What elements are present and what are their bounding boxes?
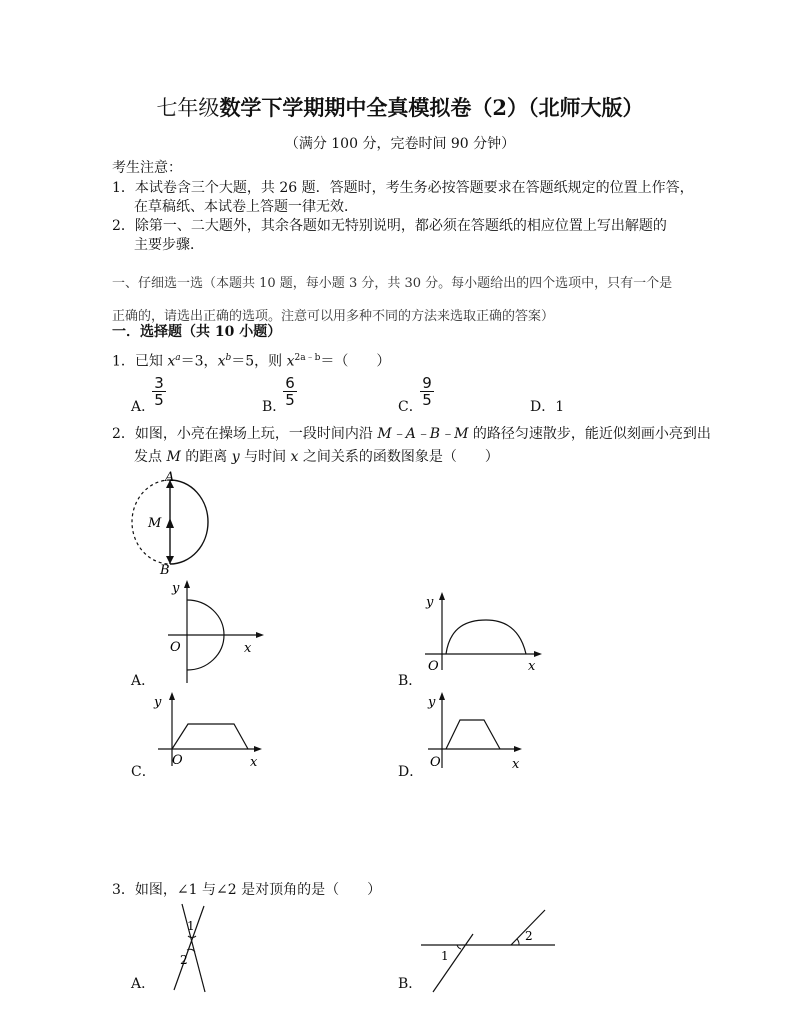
q2a-x-arrow: [256, 632, 264, 638]
q1-exp-a: a: [175, 353, 181, 363]
q1-var-x3: x: [286, 353, 295, 370]
q2c-y-arrow: [169, 692, 175, 700]
q2d-curve: [446, 720, 500, 749]
q1-tail: ＝（ ）: [320, 353, 391, 370]
q1-eq1: ＝3，: [180, 353, 218, 370]
notice-heading: 考生注意：: [112, 160, 182, 176]
q2c-curve: [172, 724, 248, 749]
q3b-transversal-left: [433, 934, 473, 992]
q3-stem: 3．如图，∠1 与∠2 是对顶角的是（ ）: [112, 882, 382, 898]
q1-option-c-fraction: [420, 376, 434, 407]
q1-stem: [112, 348, 390, 372]
q3b-label-2: 2: [525, 929, 533, 943]
q1-option-a-fraction: [152, 376, 166, 407]
q1-var-x1: x: [167, 353, 176, 370]
q1-option-c-label: C．: [398, 399, 423, 415]
q3b-angle2-arc: [517, 939, 519, 945]
q1-option-a-num: 3: [154, 374, 164, 392]
q1-option-a-den: 5: [154, 391, 164, 409]
q2b-y-label: y: [426, 595, 434, 610]
q3a-label-2: 2: [180, 953, 188, 967]
q2-line1-b: 的路径匀速散步，能近似刻画小亮到出: [468, 426, 711, 442]
page-subtitle: （满分 100 分，完卷时间 90 分钟）: [284, 136, 516, 152]
q2c-x-arrow: [254, 746, 262, 752]
q2a-origin-label: O: [170, 640, 181, 655]
q2d-x-label: x: [512, 757, 520, 772]
notice-item2-line1: 2．除第一、二大题外，其余各题如无特别说明，都必须在答题纸的相应位置上写出解题的: [112, 218, 667, 234]
title-bold: 数学下学期期中全真模拟卷（2）（北师大版）: [219, 95, 644, 120]
q1-option-d: [530, 396, 564, 416]
q2b-x-arrow: [534, 651, 542, 657]
q2-var-m: M: [166, 449, 181, 465]
q1-option-c-num: 9: [422, 374, 432, 392]
q1-exp-b: b: [225, 353, 232, 363]
q2-solid-arc: [170, 480, 208, 564]
q2-line2-b: 的距离: [180, 449, 232, 465]
page-title: [0, 92, 800, 122]
q2-label-b: B: [160, 563, 170, 575]
q2-graph-a: [160, 578, 270, 688]
notice-item1-line1: 1．本试卷含三个大题，共 26 题．答题时，考生务必按答题要求在答题纸规定的位置上作答，: [112, 180, 694, 196]
q2-line2-d: 之间关系的函数图象是（ ）: [298, 449, 499, 465]
q3a-line1: [182, 904, 205, 992]
q2d-y-label: y: [428, 695, 436, 710]
q2-var-x: x: [290, 449, 299, 465]
q2d-origin-label: O: [430, 755, 441, 770]
q2c-x-label: x: [250, 755, 258, 770]
q2b-curve: [446, 620, 526, 654]
q1-exp-2a-b: 2a﹣b: [294, 353, 321, 363]
q1-option-b-den: 5: [285, 391, 295, 409]
q1-option-d-label: D．: [530, 399, 556, 415]
q2a-y-label: y: [172, 581, 180, 596]
q2-graph-b: [420, 590, 550, 675]
q2-var-y: y: [231, 449, 240, 465]
section1-intro-line2: 正确的，请选出正确的选项。注意可以用多种不同的方法来选取正确的答案）: [112, 309, 555, 324]
section1-intro-line1: 一、仔细选一选（本题共 10 题，每小题 3 分，共 30 分。每小题给出的四个选项中，只有一个是: [112, 276, 673, 291]
q2-line2-c: 与时间: [239, 449, 291, 465]
q2c-origin-label: O: [172, 753, 183, 768]
q2d-x-arrow: [514, 746, 522, 752]
q2-option-c: C．: [131, 764, 156, 780]
q3a-label-1: 1: [187, 919, 195, 933]
q2-label-a: A: [165, 470, 175, 485]
title-prefix: 七年级: [156, 96, 220, 120]
q2-path-figure: [120, 470, 220, 575]
q3-option-b: B．: [398, 976, 423, 992]
q2-stem-line1: [112, 424, 711, 444]
q1-option-b-num: 6: [285, 374, 295, 392]
q2-option-b: B．: [398, 673, 423, 689]
section1-heading: 一．选择题（共 10 小题）: [112, 324, 282, 340]
notice-item1-line2: 在草稿纸、本试卷上答题一律无效．: [134, 199, 358, 215]
q2c-y-label: y: [154, 695, 162, 710]
q3b-label-1: 1: [441, 949, 449, 963]
q2-graph-c: [150, 690, 270, 770]
q2a-y-arrow: [184, 580, 190, 588]
q1-option-a-label: A．: [131, 399, 156, 415]
q3a-angle1-arc: [188, 936, 196, 938]
q1-option-b-fraction: [283, 376, 297, 407]
q2-line2-a: 发点: [134, 449, 167, 465]
notice-item2-line2: 主要步骤．: [134, 237, 204, 253]
q2a-x-label: x: [244, 641, 252, 656]
q2-option-d: D．: [398, 764, 424, 780]
q2b-origin-label: O: [428, 659, 439, 674]
q1-var-x2: x: [217, 353, 226, 370]
q1-option-b-label: B．: [262, 399, 287, 415]
q2d-y-arrow: [439, 692, 445, 700]
q2-path: M﹣A﹣B﹣M: [377, 426, 469, 442]
q1-option-d-value: 1: [555, 399, 565, 415]
q2-label-m: M: [148, 516, 162, 531]
q2-line1-a: 2．如图，小亮在操场上玩，一段时间内沿: [112, 426, 378, 442]
q1-option-c-den: 5: [422, 391, 432, 409]
q2-option-a: A．: [131, 673, 156, 689]
q2b-y-arrow: [439, 592, 445, 600]
q2-stem-line2: [134, 447, 499, 467]
q3-figure-a: [160, 898, 230, 998]
q2-graph-d: [420, 690, 530, 772]
q3-option-a: A．: [131, 976, 156, 992]
q2b-x-label: x: [528, 659, 536, 674]
q2-arrow-up: [166, 518, 174, 528]
q3-figure-b: [415, 902, 560, 997]
q1-eq2: ＝5，则: [231, 353, 287, 370]
q1-prefix: 1．已知: [112, 353, 168, 370]
